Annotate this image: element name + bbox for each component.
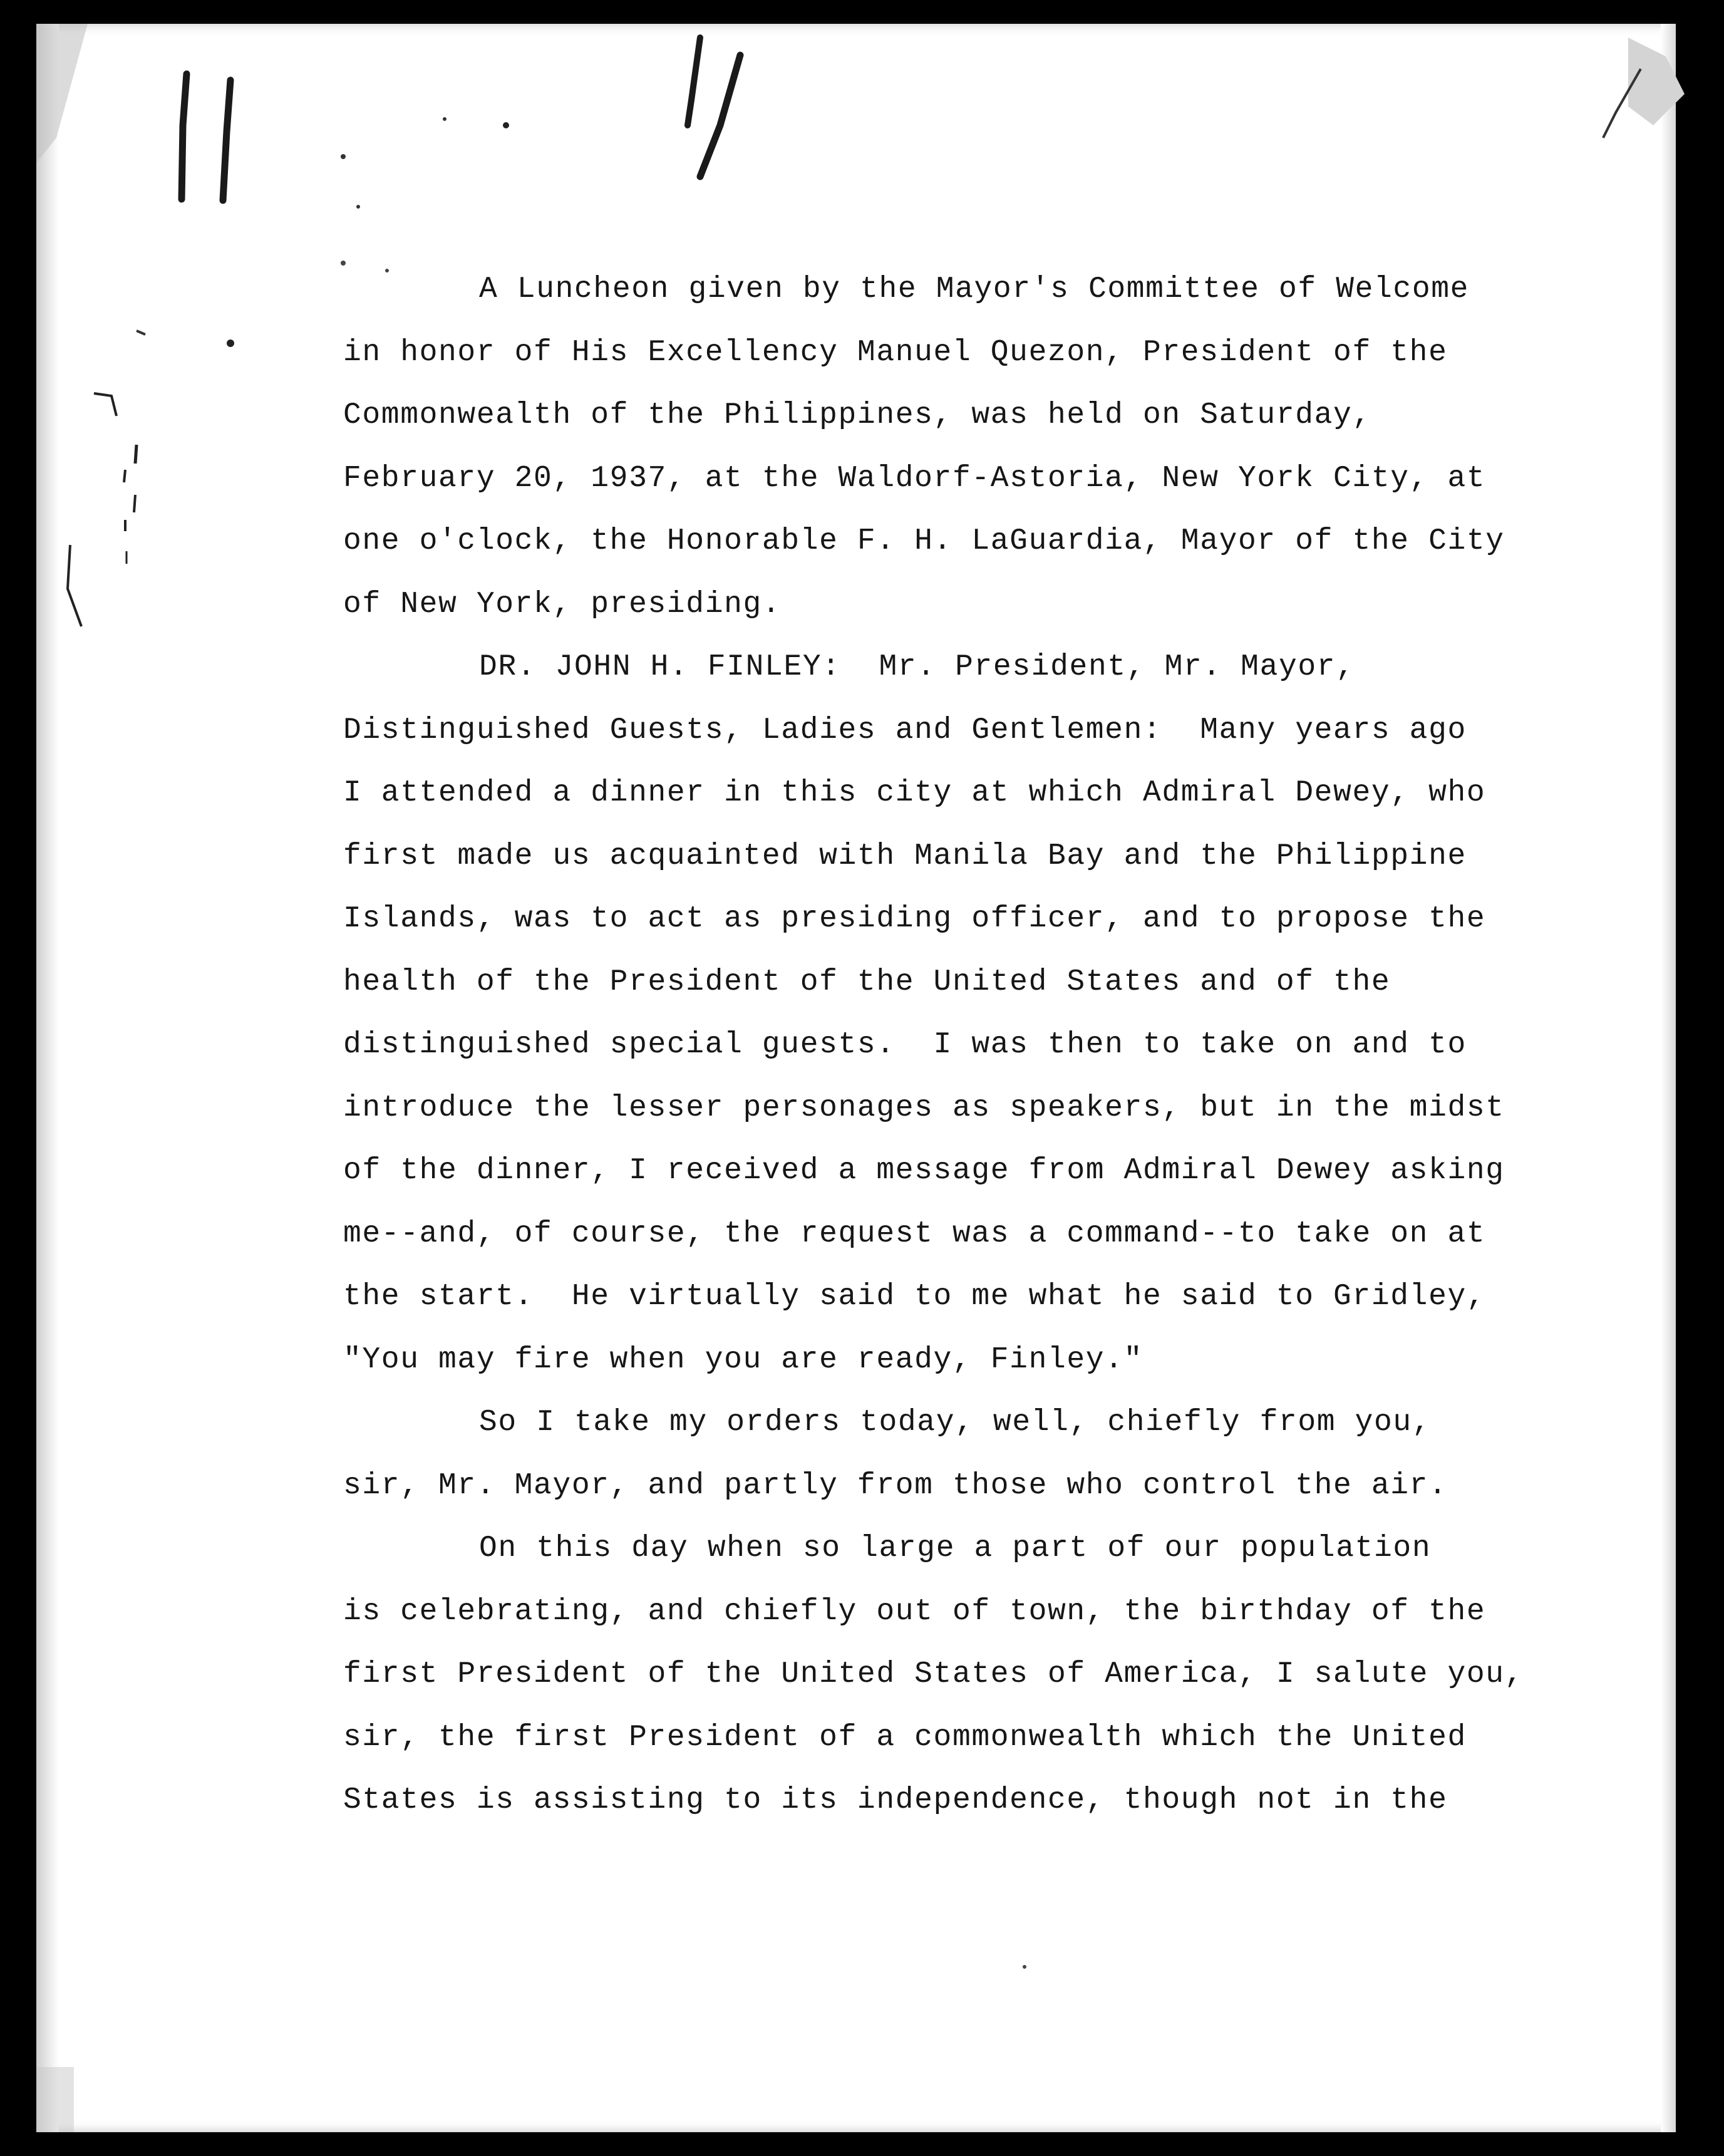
text-line: introduce the lesser personages as speakers, but in the midst xyxy=(343,1091,1505,1125)
text-line: is celebrating, and chiefly out of town, the birthday of the xyxy=(343,1594,1486,1629)
text-line: I attended a dinner in this city at which Admiral Dewey, who xyxy=(343,776,1486,810)
text-line: sir, the first President of a commonwealth which the United xyxy=(343,1720,1467,1754)
text-line: Distinguished Guests, Ladies and Gentlemen: Many years ago xyxy=(343,713,1467,747)
text-line: On this day when so large a part of our population xyxy=(479,1531,1432,1565)
text-line: first President of the United States of America, I salute you, xyxy=(343,1657,1524,1691)
text-line: distinguished special guests. I was then to take on and to xyxy=(343,1028,1467,1062)
text-line: in honor of His Excellency Manuel Quezon, President of the xyxy=(343,335,1448,370)
text-line: States is assisting to its independence, though not in the xyxy=(343,1783,1448,1817)
text-line: the start. He virtually said to me what he said to Gridley, xyxy=(343,1280,1486,1314)
text-line: DR. JOHN H. FINLEY: Mr. President, Mr. Mayor, xyxy=(479,650,1355,684)
text-line: sir, Mr. Mayor, and partly from those who control the air. xyxy=(343,1468,1448,1503)
text-line: of New York, presiding. xyxy=(343,587,782,621)
text-line: first made us acquainted with Manila Bay and the Philippine xyxy=(343,839,1467,873)
text-line: Commonwealth of the Philippines, was held on Saturday, xyxy=(343,398,1371,432)
page-shadow-left xyxy=(36,24,59,2132)
page-shadow-right xyxy=(1661,24,1676,2132)
text-line: me--and, of course, the request was a command--to take on at xyxy=(343,1216,1486,1251)
text-line: of the dinner, I received a message from Admiral Dewey asking xyxy=(343,1154,1505,1188)
text-line: So I take my orders today, well, chiefly from you, xyxy=(479,1406,1432,1439)
document-body xyxy=(343,258,1533,1832)
text-line: Islands, was to act as presiding officer, and to propose the xyxy=(343,902,1486,936)
text-line: A Luncheon given by the Mayor's Committee of Welcome xyxy=(479,272,1470,306)
text-line: one o'clock, the Honorable F. H. LaGuardia, Mayor of the City xyxy=(343,524,1505,558)
text-line: health of the President of the United States and of the xyxy=(343,965,1391,999)
text-line: February 20, 1937, at the Waldorf-Astoria, New York City, at xyxy=(343,461,1486,495)
text-line: "You may fire when you are ready, Finley." xyxy=(343,1342,1143,1377)
